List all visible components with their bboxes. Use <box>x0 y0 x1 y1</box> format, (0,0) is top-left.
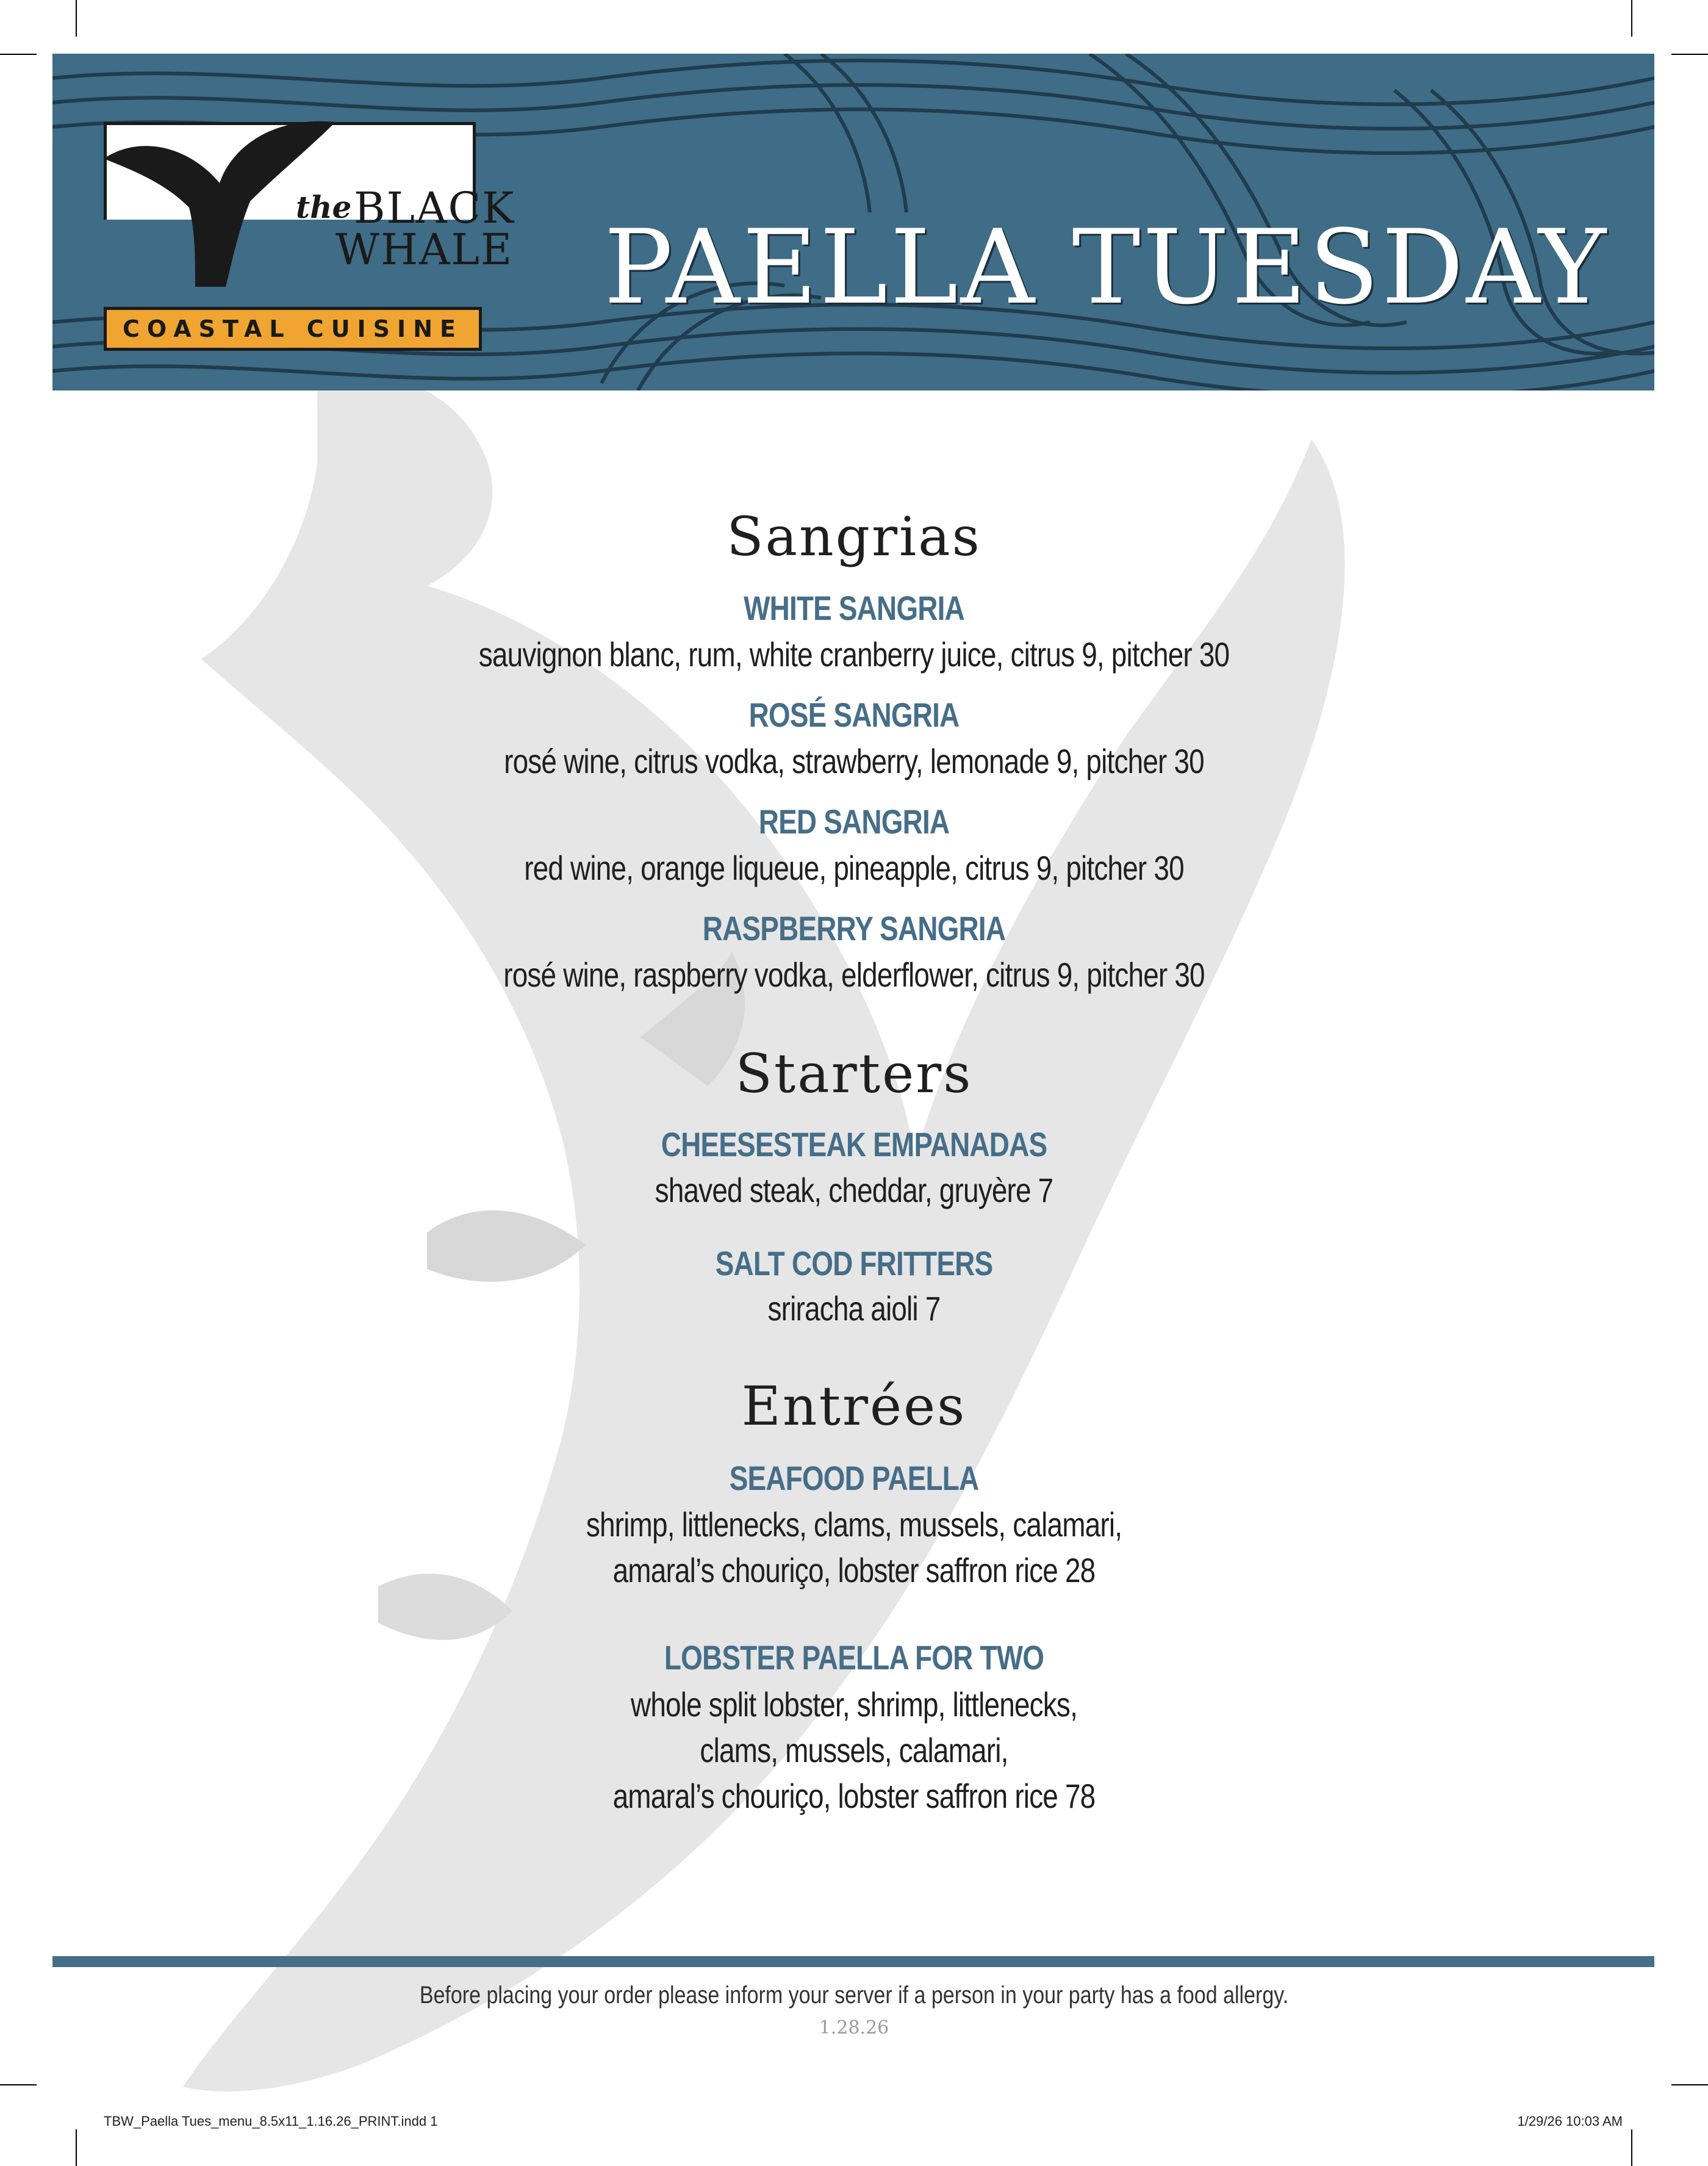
section-title-sangrias: Sangrias <box>727 505 981 568</box>
menu-item-description: amaral’s chouriço, lobster saffron rice 78 <box>612 1777 1096 1815</box>
footer-divider <box>52 1956 1654 1967</box>
menu-item-name: RASPBERRY SANGRIA <box>702 909 1006 948</box>
crop-mark <box>1671 54 1708 55</box>
allergy-note: Before placing your order please inform your server if a person in your party has a food allergy. <box>419 1982 1289 2009</box>
page-title: PAELLA TUESDAY <box>604 207 1609 327</box>
menu-item-description: shaved steak, cheddar, gruyère 7 <box>655 1171 1053 1209</box>
menu-item-name: WHITE SANGRIA <box>744 589 964 627</box>
menu-item-description: rosé wine, citrus vodka, strawberry, lemonade 9, pitcher 30 <box>504 742 1204 780</box>
logo-text-black: BLACK <box>354 183 515 233</box>
menu-item-description: shrimp, littlenecks, clams, mussels, calamari, <box>586 1505 1122 1544</box>
menu-item-description: sauvignon blanc, rum, white cranberry juice, citrus 9, pitcher 30 <box>478 635 1230 674</box>
crop-mark <box>76 0 77 37</box>
logo-text-whale: WHALE <box>336 225 514 275</box>
section-title-entrees: Entrées <box>741 1375 967 1437</box>
menu-item-description: sriracha aioli 7 <box>767 1289 941 1328</box>
menu-item-description: clams, mussels, calamari, <box>700 1731 1008 1769</box>
menu-item-name: SALT COD FRITTERS <box>715 1244 993 1283</box>
menu-item-name: RED SANGRIA <box>758 802 950 841</box>
menu-item-name: CHEESESTEAK EMPANADAS <box>661 1125 1047 1164</box>
logo-tagline: COASTAL CUISINE <box>123 315 463 342</box>
print-slug-timestamp: 1/29/26 10:03 AM <box>1517 2114 1623 2129</box>
logo-text-the: the <box>296 189 352 225</box>
menu-item-description: red wine, orange liqueue, pineapple, citrus 9, pitcher 30 <box>524 849 1184 887</box>
menu-item-description: whole split lobster, shrimp, littlenecks, <box>630 1685 1078 1724</box>
print-slug-filename: TBW_Paella Tues_menu_8.5x11_1.16.26_PRINT.indd 1 <box>104 2114 438 2129</box>
crop-mark <box>0 54 37 55</box>
logo-tagline-band <box>104 307 482 351</box>
menu-item-name: LOBSTER PAELLA FOR TWO <box>664 1638 1044 1677</box>
menu-item-description: rosé wine, raspberry vodka, elderflower, citrus 9, pitcher 30 <box>503 955 1205 994</box>
menu-date: 1.28.26 <box>819 2017 889 2038</box>
menu-item-description: amaral’s chouriço, lobster saffron rice 28 <box>612 1551 1096 1589</box>
menu-item-name: ROSÉ SANGRIA <box>748 696 960 734</box>
section-title-starters: Starters <box>735 1042 973 1105</box>
menu-item-name: SEAFOOD PAELLA <box>729 1459 979 1497</box>
crop-mark <box>1631 0 1632 37</box>
